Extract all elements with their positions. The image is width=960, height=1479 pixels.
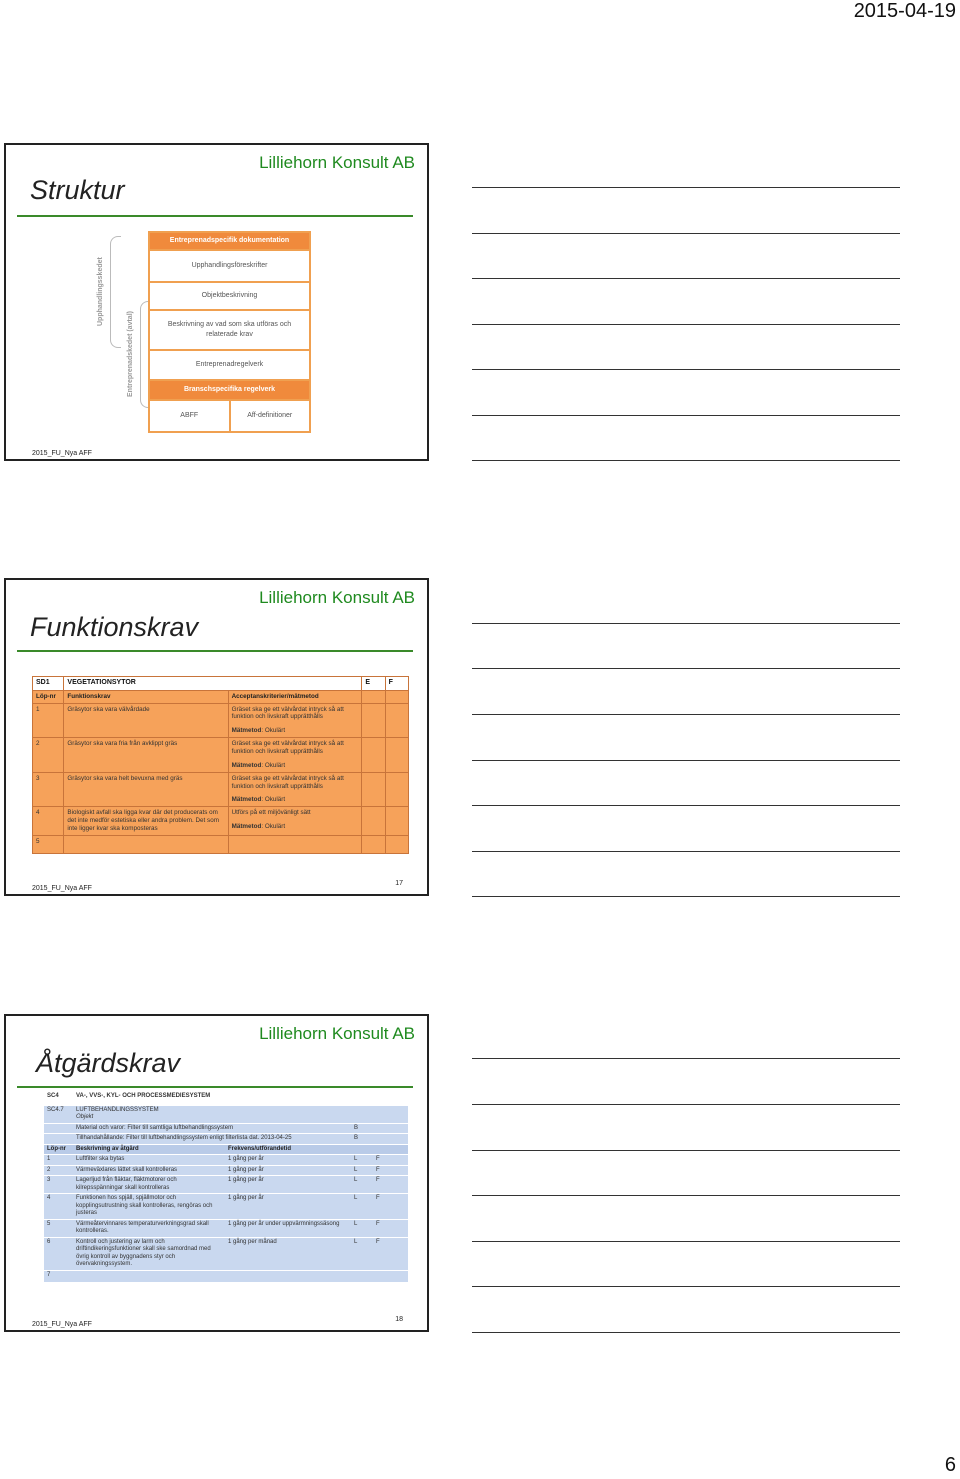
method-label: Mätmetod <box>231 727 262 735</box>
row-nr: 7 <box>44 1270 73 1282</box>
row-nr: 5 <box>44 1219 73 1237</box>
note-line <box>472 714 900 715</box>
note-line <box>472 805 900 806</box>
table-header-row <box>33 690 409 703</box>
col-f: F <box>385 677 408 691</box>
row-acc-text: Gräset ska ge ett välvårdat intryck så att funktion och livskraft upprätthålls <box>231 774 344 790</box>
slide-number: 17 <box>395 880 403 887</box>
method-value: : Okulärt <box>261 823 286 831</box>
note-line <box>472 1058 900 1059</box>
note-line <box>472 233 900 234</box>
table-title-row <box>44 1092 408 1102</box>
tillhandahallande-text: Tillhandahållande: Filter till luftbehandlingssystem enligt filterlista dat. 2013-04-25 <box>73 1134 351 1145</box>
brace-outer <box>110 236 121 348</box>
table-row <box>44 1194 408 1220</box>
row-l: L <box>351 1194 373 1220</box>
slide-atgardskrav <box>4 1014 429 1332</box>
note-line <box>472 623 900 624</box>
slide-funktionskrav <box>4 578 429 896</box>
row-f: F <box>373 1194 408 1220</box>
row-desc: Kontroll och justering av larm och driftindikeringsfunktioner skall ske samordnad med övrig kontroll av byggnadens styr och övervakningssystem. <box>73 1237 225 1270</box>
document-stack <box>148 231 311 433</box>
row-method <box>232 796 359 804</box>
table-row <box>44 1237 408 1270</box>
slide-number: 18 <box>395 1316 403 1323</box>
label-upphandlingsskedet: Upphandlingsskedet <box>97 257 104 326</box>
table-code: SD1 <box>33 677 64 691</box>
row-desc: Värmeväxlares lättet skall kontrolleras <box>73 1165 225 1176</box>
table-tillhandahallande-row <box>44 1134 408 1145</box>
table-row <box>44 1219 408 1237</box>
slide-title: Struktur <box>30 175 125 205</box>
row-nr: 4 <box>44 1194 73 1220</box>
row-nr: 2 <box>44 1165 73 1176</box>
title-rule <box>17 1086 413 1088</box>
table-row <box>33 807 409 836</box>
method-value: : Okulärt <box>261 796 286 804</box>
box-entreprenadspecifik: Entreprenadspecifik dokumentation <box>150 233 309 251</box>
table-row <box>33 772 409 807</box>
note-line <box>472 1332 900 1333</box>
row-desc: Funktionen hos spjäll, spjällmotor och kopplingsutrustning skall kontrolleras, rengöras och justeras <box>73 1194 225 1220</box>
row-desc: Värmeåtervinnares temperaturverkningsgrad skall kontrolleras. <box>73 1219 225 1237</box>
atgardskrav-table-wrap <box>44 1092 408 1283</box>
material-text: Material och varor: Filter till samtliga luftbehandlingssystem <box>73 1123 351 1134</box>
structure-diagram <box>92 231 322 441</box>
row-acc-text: Utförs på ett miljövänligt sätt <box>231 809 311 817</box>
row-f: F <box>373 1155 408 1166</box>
label-entreprenadskedet: Entreprenadskedet (avtal) <box>127 311 134 397</box>
box-entreprenadregelverk: Entreprenadregelverk <box>150 351 309 381</box>
table-objekt: Objekt <box>76 1114 94 1120</box>
row-freq: 1 gång per år <box>225 1155 351 1166</box>
row-l: L <box>351 1237 373 1270</box>
note-line <box>472 1286 900 1287</box>
company-name: Lilliehorn Konsult AB <box>259 588 415 607</box>
row-nr: 1 <box>33 703 64 738</box>
row-freq: 1 gång per år <box>225 1194 351 1220</box>
row-f: F <box>373 1165 408 1176</box>
box-objektbeskrivning: Objektbeskrivning <box>150 283 309 311</box>
row-nr: 5 <box>33 835 64 853</box>
note-line <box>472 1150 900 1151</box>
row-nr: 1 <box>44 1155 73 1166</box>
row-acc <box>228 703 362 738</box>
company-name: Lilliehorn Konsult AB <box>259 1024 415 1043</box>
row-freq: 1 gång per år <box>225 1176 351 1194</box>
row-l: L <box>351 1176 373 1194</box>
row-func: Gräsytor ska vara helt bevuxna med gräs <box>64 772 228 807</box>
note-line <box>472 1104 900 1105</box>
row-method <box>232 762 359 770</box>
row-freq: 1 gång per år under uppvärmningssäsong <box>225 1219 351 1237</box>
slide-struktur <box>4 143 429 461</box>
note-line <box>472 668 900 669</box>
header-nr: Löp-nr <box>33 690 64 703</box>
table-title-row <box>33 677 409 691</box>
row-l: L <box>351 1219 373 1237</box>
header-acc: Acceptanskriterier/mätmetod <box>228 690 362 703</box>
header-freq: Frekvens/utförandetid <box>225 1144 351 1155</box>
note-line <box>472 278 900 279</box>
table-row <box>44 1270 408 1282</box>
row-f: F <box>373 1176 408 1194</box>
page-date: 2015-04-19 <box>853 0 956 22</box>
table-row <box>44 1176 408 1194</box>
slide-title: Åtgärdskrav <box>36 1048 181 1078</box>
row-func: Biologiskt avfall ska ligga kvar där det producerats om det inte medför estetiska eller andra problem. Det som inte ligger kvar ska komposteras <box>64 807 228 836</box>
method-label: Mätmetod <box>231 823 262 831</box>
method-value: : Okulärt <box>261 727 286 735</box>
row-acc-text: Gräset ska ge ett välvårdat intryck så att funktion och livskraft upprätthålls <box>231 705 344 721</box>
note-line <box>472 896 900 897</box>
method-label: Mätmetod <box>231 796 262 804</box>
row-nr: 3 <box>33 772 64 807</box>
row-freq: 1 gång per månad <box>225 1237 351 1270</box>
table-row <box>33 835 409 853</box>
table-header-row <box>44 1144 408 1155</box>
row-nr: 2 <box>33 738 64 773</box>
funktionskrav-table <box>32 676 409 854</box>
slide-footer: 2015_FU_Nya AFF <box>32 450 92 457</box>
box-aff-definitioner: Aff-definitioner <box>231 401 310 431</box>
row-nr: 6 <box>44 1237 73 1270</box>
table-row <box>44 1155 408 1166</box>
page-number: 6 <box>944 1454 956 1476</box>
table-row <box>44 1165 408 1176</box>
note-line <box>472 460 900 461</box>
note-line <box>472 1241 900 1242</box>
header-nr: Löp-nr <box>44 1144 73 1155</box>
row-acc <box>228 807 362 836</box>
row-freq: 1 gång per år <box>225 1165 351 1176</box>
row-method <box>232 727 359 735</box>
header-func: Funktionskrav <box>64 690 228 703</box>
note-line <box>472 760 900 761</box>
header-desc: Beskrivning av åtgärd <box>73 1144 225 1155</box>
row-acc <box>228 772 362 807</box>
note-line <box>472 415 900 416</box>
box-beskrivning: Beskrivning av vad som ska utföras och relaterade krav <box>150 311 309 351</box>
company-name: Lilliehorn Konsult AB <box>259 153 415 172</box>
table-subcode: SC4.7 <box>44 1106 73 1124</box>
table-heading: VEGETATIONSYTOR <box>64 677 362 691</box>
table-subheading: LUFTBEHANDLINGSSYSTEM <box>76 1106 159 1113</box>
row-l: L <box>351 1155 373 1166</box>
table-subheading-cell <box>73 1106 408 1124</box>
row-nr: 4 <box>33 807 64 836</box>
title-rule <box>17 215 413 217</box>
title-rule <box>17 650 413 652</box>
atgardskrav-table <box>44 1092 408 1283</box>
row-method <box>232 823 359 831</box>
table-material-row <box>44 1123 408 1134</box>
note-line <box>472 851 900 852</box>
box-abff: ABFF <box>150 401 231 431</box>
slide-footer: 2015_FU_Nya AFF <box>32 1321 92 1328</box>
slide-footer: 2015_FU_Nya AFF <box>32 885 92 892</box>
note-line <box>472 1195 900 1196</box>
material-code: B <box>351 1123 373 1134</box>
method-value: : Okulärt <box>261 761 286 769</box>
row-desc: Lagerljud från fläktar, fläktmotorer och kilrepsspänningar skall kontrolleras <box>73 1176 225 1194</box>
table-row <box>33 703 409 738</box>
row-func: Gräsytor ska vara fria från avklippt gräs <box>64 738 228 773</box>
row-func: Gräsytor ska vara välvårdade <box>64 703 228 738</box>
table-row <box>33 738 409 773</box>
box-split <box>150 401 309 431</box>
note-line <box>472 324 900 325</box>
row-acc-text: Gräset ska ge ett välvårdat intryck så att funktion och livskraft upprätthålls <box>231 740 344 756</box>
tillhandahallande-code: B <box>351 1134 373 1145</box>
box-branschspecifika: Branschspecifika regelverk <box>150 381 309 401</box>
table-heading: VA-, VVS-, KYL- OCH PROCESSMEDIESYSTEM <box>73 1092 408 1102</box>
col-e: E <box>362 677 385 691</box>
table-subtitle-row <box>44 1106 408 1124</box>
box-upphandlingsforeskrifter: Upphandlingsföreskrifter <box>150 251 309 283</box>
method-label: Mätmetod <box>231 761 262 769</box>
row-l: L <box>351 1165 373 1176</box>
note-line <box>472 187 900 188</box>
row-acc <box>228 738 362 773</box>
slide-title: Funktionskrav <box>30 612 199 642</box>
row-f: F <box>373 1237 408 1270</box>
note-line <box>472 369 900 370</box>
row-nr: 3 <box>44 1176 73 1194</box>
row-desc: Luftfilter ska bytas <box>73 1155 225 1166</box>
table-code: SC4 <box>44 1092 73 1102</box>
row-f: F <box>373 1219 408 1237</box>
